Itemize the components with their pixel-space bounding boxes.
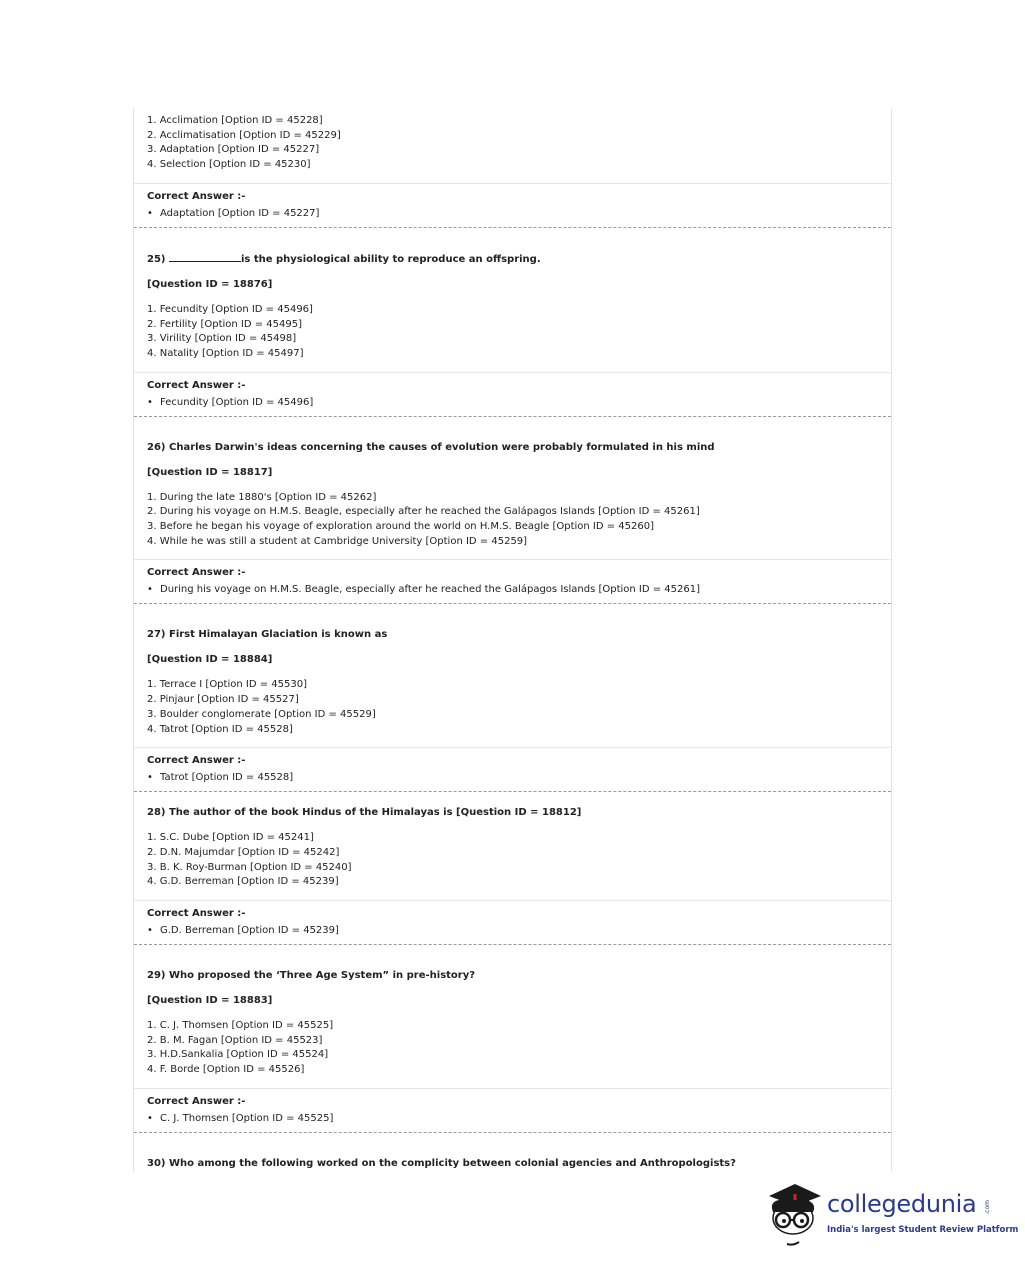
option: 2. Acclimatisation [Option ID = 45229]	[147, 129, 341, 141]
correct-answer-block	[134, 373, 891, 416]
bullet-icon: •	[147, 207, 153, 219]
option: 3. Boulder conglomerate [Option ID = 45529]	[147, 708, 376, 720]
question-id: [Question ID = 18817]	[147, 466, 273, 478]
correct-answer-label: Correct Answer :-	[147, 908, 246, 920]
correct-answer-block	[134, 560, 891, 603]
bullet-icon: •	[147, 925, 153, 937]
question-25	[134, 228, 891, 372]
correct-answer: • Adaptation [Option ID = 45227]	[147, 207, 320, 219]
correct-answer: • G.D. Berreman [Option ID = 45239]	[147, 925, 339, 937]
options-list	[134, 108, 891, 183]
correct-answer-label: Correct Answer :-	[147, 1095, 246, 1107]
question-28	[134, 792, 891, 900]
option: 4. F. Borde [Option ID = 45526]	[147, 1064, 305, 1076]
question-text: 28) The author of the book Hindus of the Himalayas is [Question ID = 18812]	[147, 807, 582, 819]
blank-line	[169, 252, 241, 262]
option: 3. B. K. Roy-Burman [Option ID = 45240]	[147, 861, 352, 873]
logo-tagline: India's largest Student Review Platform	[827, 1225, 1019, 1235]
option: 1. Acclimation [Option ID = 45228]	[147, 115, 323, 126]
option: 4. Selection [Option ID = 45230]	[147, 159, 311, 171]
bullet-icon: •	[147, 772, 153, 784]
bullet-icon: •	[147, 584, 153, 596]
question-paper	[133, 108, 892, 1172]
question-29	[134, 945, 891, 1088]
option: 4. Natality [Option ID = 45497]	[147, 347, 304, 359]
option: 4. While he was still a student at Cambridge University [Option ID = 45259]	[147, 535, 528, 547]
options-list	[147, 666, 891, 747]
option: 2. B. M. Fagan [Option ID = 45523]	[147, 1034, 323, 1046]
option: 4. G.D. Berreman [Option ID = 45239]	[147, 876, 339, 888]
option: 3. Virility [Option ID = 45498]	[147, 333, 297, 345]
option: 1. S.C. Dube [Option ID = 45241]	[147, 832, 314, 844]
option: 2. Pinjaur [Option ID = 45527]	[147, 694, 299, 706]
correct-answer-label: Correct Answer :-	[147, 379, 246, 391]
question-26	[134, 417, 891, 560]
correct-answer-block	[134, 1089, 891, 1132]
correct-answer: • Tatrot [Option ID = 45528]	[147, 772, 294, 784]
bullet-icon: •	[147, 396, 153, 408]
correct-answer-block	[134, 184, 891, 227]
option: 2. During his voyage on H.M.S. Beagle, especially after he reached the Galápagos Islands [Option ID = 45261]	[147, 506, 700, 518]
bullet-icon: •	[147, 1112, 153, 1124]
question-30	[134, 1133, 891, 1170]
correct-answer-block	[134, 748, 891, 791]
correct-answer-label: Correct Answer :-	[147, 755, 246, 767]
question-id: [Question ID = 18884]	[147, 654, 273, 666]
correct-answer-block	[134, 901, 891, 944]
correct-answer: • During his voyage on H.M.S. Beagle, especially after he reached the Galápagos Islands [Option ID = 45261]	[147, 584, 701, 596]
options-list	[147, 819, 891, 900]
option: 1. Terrace I [Option ID = 45530]	[147, 679, 307, 691]
option: 1. During the late 1880's [Option ID = 45262]	[147, 491, 377, 503]
option: 1. C. J. Thomsen [Option ID = 45525]	[147, 1020, 334, 1032]
correct-answer-label: Correct Answer :-	[147, 190, 246, 202]
correct-answer: • Fecundity [Option ID = 45496]	[147, 396, 314, 408]
question-text: 26) Charles Darwin's ideas concerning the causes of evolution were probably formulated in his mind	[147, 441, 715, 453]
option: 3. Before he began his voyage of exploration around the world on H.M.S. Beagle [Option ID = 45260]	[147, 521, 655, 533]
correct-answer-label: Correct Answer :-	[147, 567, 246, 579]
question-text: 29) Who proposed the ‘Three Age System” in pre-history?	[147, 970, 476, 982]
option: 4. Tatrot [Option ID = 45528]	[147, 723, 293, 735]
collegedunia-logo	[765, 1178, 1019, 1250]
option: 2. D.N. Majumdar [Option ID = 45242]	[147, 846, 340, 858]
options-list	[147, 1007, 891, 1088]
options-list	[147, 291, 891, 372]
option: 2. Fertility [Option ID = 45495]	[147, 318, 303, 330]
option: 1. Fecundity [Option ID = 45496]	[147, 303, 313, 315]
logo-suffix: .com	[984, 1200, 991, 1215]
option: 3. H.D.Sankalia [Option ID = 45524]	[147, 1049, 329, 1061]
option: 3. Adaptation [Option ID = 45227]	[147, 144, 320, 156]
question-27	[134, 604, 891, 747]
question-text: 25) is the physiological ability to reproduce an offspring.	[147, 253, 541, 265]
question-text: 27) First Himalayan Glaciation is known as	[147, 629, 388, 641]
question-id: [Question ID = 18876]	[147, 278, 273, 290]
question-text: 30) Who among the following worked on the complicity between colonial agencies and Anthropologists?	[147, 1157, 736, 1169]
correct-answer: • C. J. Thomsen [Option ID = 45525]	[147, 1112, 334, 1124]
mascot-icon	[765, 1178, 827, 1250]
question-id: [Question ID = 18883]	[147, 995, 273, 1007]
options-list	[147, 479, 891, 560]
logo-wordmark: collegedunia	[827, 1190, 977, 1218]
